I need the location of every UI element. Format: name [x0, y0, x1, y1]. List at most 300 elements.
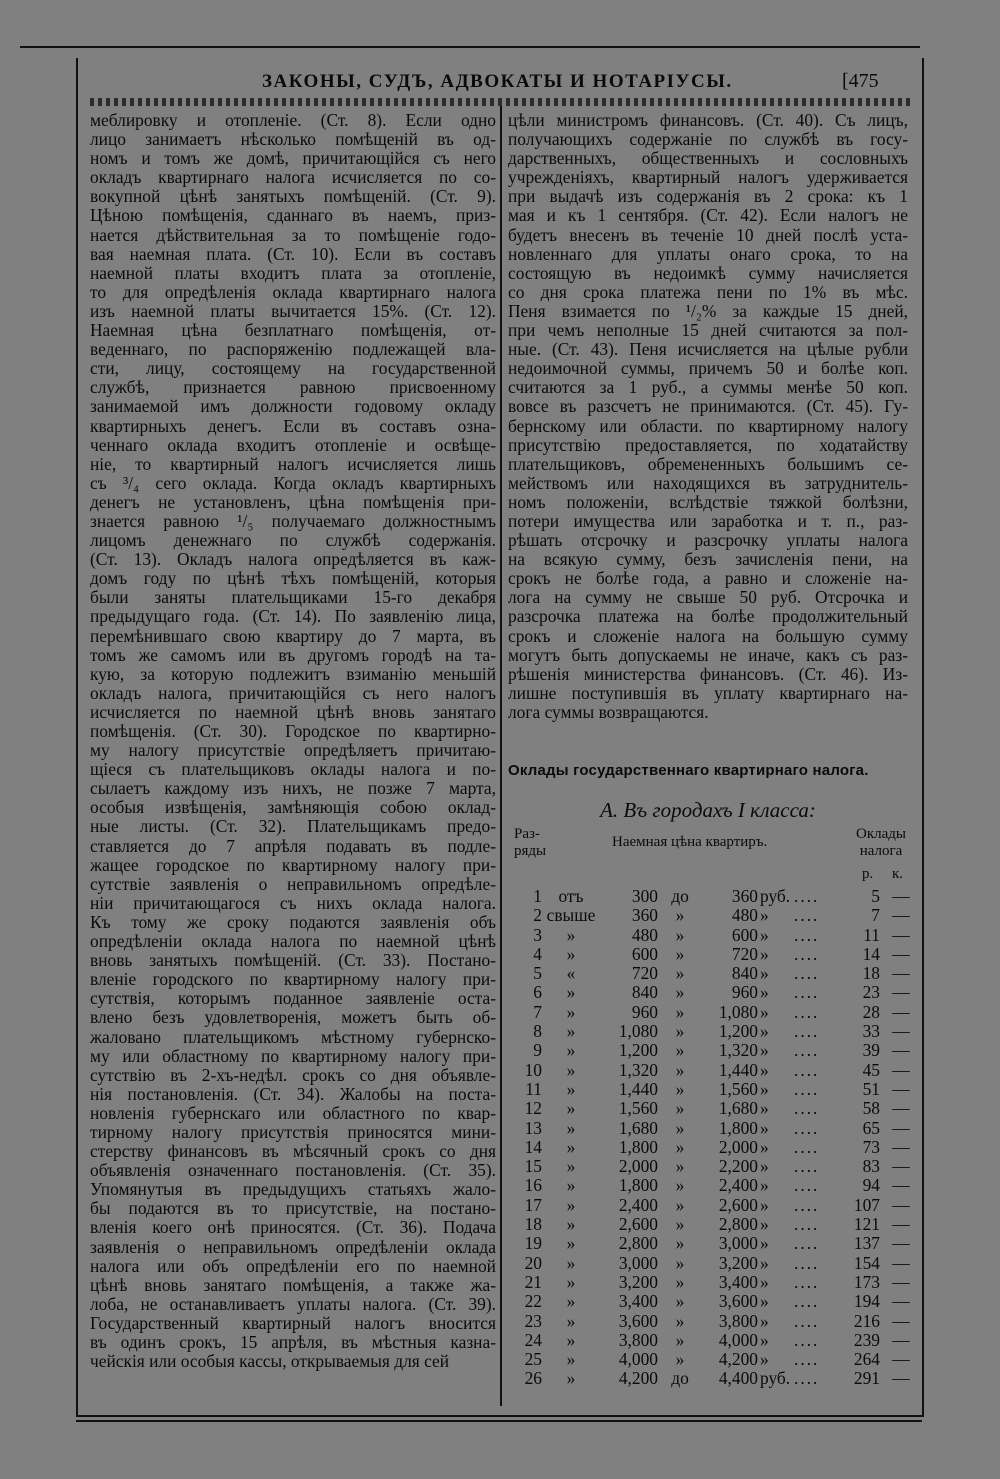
table-cell-a: 1,560 — [618, 1098, 658, 1119]
table-cell-k: — — [892, 1349, 910, 1370]
table-cell-r: 264 — [853, 1349, 880, 1370]
table-cell-dots: .... — [794, 1040, 820, 1061]
table-cell-b: 2,600 — [718, 1194, 758, 1215]
table-row — [508, 1291, 912, 1310]
table-cell-pre: » — [566, 1252, 576, 1273]
col-header-rubles: р. — [862, 866, 874, 882]
table-cell-sep: » — [675, 1040, 685, 1061]
text-line: срокъ не болѣе года, а равно и сложеніе на- — [508, 568, 908, 589]
table-cell-pre: » — [566, 1156, 576, 1177]
right-text-column — [508, 111, 908, 722]
column-separator — [500, 106, 502, 1406]
table-cell-pre: » — [566, 1271, 576, 1292]
table-cell-a: 1,200 — [618, 1040, 658, 1061]
table-cell-a: 3,200 — [618, 1271, 658, 1292]
table-cell-sep: » — [675, 1001, 685, 1022]
table-cell-sep: » — [675, 924, 685, 945]
text-line: знается равною ¹/₅ получаемаго должностнымъ — [90, 510, 496, 531]
table-cell-r: 107 — [853, 1194, 880, 1215]
text-line: рѣшать отсрочку и разсрочку уплаты налога — [508, 530, 908, 551]
subsection-title: А. Въ городахъ I класса: — [600, 798, 816, 822]
table-cell-a: 3,400 — [618, 1291, 658, 1312]
table-row — [508, 982, 912, 1001]
text-line: домъ году по цѣнѣ тѣхъ помѣщеній, которыя — [90, 568, 496, 589]
text-line: вая наемная плата. (Ст. 10). Если въ составъ — [90, 243, 496, 264]
table-cell-dots: .... — [794, 924, 820, 945]
table-cell-n: 20 — [524, 1252, 542, 1273]
table-cell-a: 960 — [631, 1001, 658, 1022]
table-cell-k: — — [892, 1059, 910, 1080]
table-cell-dots: .... — [794, 1175, 820, 1196]
text-line: Къ тому же сроку подаются заявленія объ — [90, 911, 496, 932]
text-line: на всякую сумму, безъ зачисленія пени, на — [508, 549, 908, 570]
table-cell-k: — — [892, 905, 910, 926]
table-row — [508, 905, 912, 924]
table-cell-a: 2,400 — [618, 1194, 658, 1215]
table-cell-r: 7 — [871, 905, 880, 926]
table-cell-pre: » — [566, 1117, 576, 1138]
text-line: лицомъ денежнаго по службѣ содержанія. — [90, 530, 496, 551]
rate-table — [508, 886, 912, 1388]
text-line: вовсе въ разсчетъ не принимаются. (Ст. 45). Гу- — [508, 396, 908, 417]
table-row — [508, 1098, 912, 1117]
table-cell-unit: » — [760, 1078, 769, 1099]
table-cell-k: — — [892, 1233, 910, 1254]
table-cell-n: 4 — [533, 943, 542, 964]
text-line: бы подаются въ то присутствіе, на постано- — [90, 1198, 496, 1219]
table-header — [508, 826, 910, 886]
table-cell-pre: » — [566, 1233, 576, 1254]
table-cell-dots: .... — [794, 1001, 820, 1022]
table-cell-sep: » — [675, 1252, 685, 1273]
table-cell-n: 13 — [524, 1117, 542, 1138]
text-line: Пеня взимается по ¹/₂% за каждые 15 дней, — [508, 300, 908, 321]
table-cell-sep: » — [675, 905, 685, 926]
table-cell-r: 239 — [853, 1329, 880, 1350]
text-line: (Ст. 13). Окладъ налога опредѣляется въ каж- — [90, 549, 496, 570]
table-row — [508, 1156, 912, 1175]
text-line: цѣнѣ вновь занятаго помѣщенія, а также жа- — [90, 1274, 496, 1295]
text-line: помѣщенія. (Ст. 30). Городское по квартирно- — [90, 721, 496, 741]
table-cell-k: — — [892, 982, 910, 1003]
table-cell-n: 1 — [533, 886, 542, 906]
table-cell-unit: » — [760, 1001, 769, 1022]
table-cell-unit: » — [760, 1233, 769, 1254]
top-rule — [20, 46, 920, 48]
table-cell-pre: » — [566, 1136, 576, 1157]
table-cell-a: 360 — [631, 905, 658, 926]
table-cell-unit: » — [760, 1329, 769, 1350]
table-cell-n: 18 — [524, 1214, 542, 1235]
text-line: дарственныхъ, общественныхъ и сословныхъ — [508, 148, 908, 169]
text-line: денегъ не установленъ, цѣна помѣщенія при- — [90, 491, 496, 512]
table-cell-n: 25 — [524, 1349, 542, 1370]
text-line: сылаетъ каждому изъ нихъ, не позже 7 марта, — [90, 778, 496, 799]
text-line: жаловано плательщикомъ мѣстному губернско- — [90, 1026, 496, 1047]
table-cell-n: 11 — [525, 1078, 542, 1099]
text-line: срокъ и сложеніе налога на большую сумму — [508, 625, 908, 646]
text-line: сутствіе заявленія о неправильномъ опредѣле- — [90, 873, 496, 894]
table-cell-unit: » — [760, 982, 769, 1003]
table-cell-pre: » — [566, 1021, 576, 1042]
table-row — [508, 1253, 912, 1272]
table-row — [508, 1118, 912, 1137]
text-line: чейскія или особыя кассы, открываемыя для сей — [90, 1351, 450, 1372]
table-row — [508, 1272, 912, 1291]
table-cell-dots: .... — [794, 1214, 820, 1235]
table-cell-k: — — [892, 943, 910, 964]
table-row — [508, 1233, 912, 1252]
text-line: веденнаго, по распоряженію подлежащей вла- — [90, 339, 496, 360]
table-row — [508, 925, 912, 944]
text-line: влено безъ удовлетворенія, можетъ быть об- — [90, 1007, 496, 1028]
table-cell-n: 19 — [524, 1233, 542, 1254]
table-cell-b: 1,320 — [718, 1040, 758, 1061]
table-cell-k: — — [892, 1329, 910, 1350]
text-line: со дня срока платежа пени по 1% въ мѣс. — [508, 281, 908, 302]
text-line: сутствію въ 2-хъ-недѣл. срокъ со дня объявле- — [90, 1064, 496, 1085]
text-line: были заняты плательщиками 15-го декабря — [90, 587, 496, 608]
header-wavy-rule — [90, 98, 910, 106]
table-cell-b: 2,400 — [718, 1175, 758, 1196]
text-line: будетъ внесенъ въ теченіе 10 дней послѣ уста- — [508, 224, 908, 245]
table-cell-pre: » — [566, 1291, 576, 1312]
table-cell-unit: » — [760, 943, 769, 964]
table-cell-b: 720 — [731, 943, 758, 964]
table-cell-b: 840 — [731, 963, 758, 984]
table-cell-b: 4,000 — [718, 1329, 758, 1350]
col-header-rate: Оклады налога — [856, 826, 906, 859]
table-row — [508, 1175, 912, 1194]
text-line: недоимочной суммы, причемъ 50 и болѣе коп. — [508, 358, 908, 379]
table-row — [508, 1195, 912, 1214]
table-cell-pre: » — [566, 982, 576, 1003]
table-cell-b: 2,000 — [718, 1136, 758, 1157]
text-line: кую, за которую подлежитъ взиманію меньшій — [90, 663, 496, 684]
col-header-rank: Раз- ряды — [514, 826, 547, 859]
table-cell-n: 14 — [524, 1136, 542, 1157]
table-cell-b: 1,200 — [718, 1021, 758, 1042]
table-row — [508, 1311, 912, 1330]
text-line: налога или объ опредѣленіи его по наемной — [90, 1255, 496, 1276]
text-line: при чемъ неполные 15 дней считаются за пол- — [508, 320, 908, 341]
table-cell-pre: « — [566, 963, 576, 984]
table-cell-k: — — [892, 1194, 910, 1215]
table-cell-r: 5 — [871, 886, 880, 906]
table-cell-b: 3,600 — [718, 1291, 758, 1312]
text-line: плательщиковъ, обремененныхъ большимъ се- — [508, 453, 908, 474]
table-cell-r: 194 — [853, 1291, 880, 1312]
text-line: меблировку и отопленіе. (Ст. 8). Если одно — [90, 110, 496, 130]
table-row — [508, 886, 912, 905]
table-row — [508, 1002, 912, 1021]
text-line: нается дѣйствительная за то помѣщеніе годо- — [90, 224, 496, 245]
text-line: перемѣнившаго свою квартиру до 7 марта, въ — [90, 625, 496, 646]
table-cell-unit: » — [760, 1310, 769, 1331]
table-cell-b: 3,400 — [718, 1271, 758, 1292]
text-line: цѣли министромъ финансовъ. (Ст. 40). Съ лицъ, — [508, 110, 908, 130]
text-line: окладъ квартирнаго налога исчисляется по со- — [90, 167, 496, 188]
table-row — [508, 1060, 912, 1079]
table-cell-pre: » — [566, 1098, 576, 1119]
table-cell-sep: » — [675, 1214, 685, 1235]
table-cell-a: 2,600 — [618, 1214, 658, 1235]
table-cell-r: 23 — [862, 982, 880, 1003]
table-cell-n: 26 — [524, 1368, 542, 1389]
table-cell-r: 65 — [862, 1117, 880, 1138]
text-line: ставляется до 7 апрѣля подавать въ подле- — [90, 835, 496, 856]
table-cell-k: — — [892, 924, 910, 945]
text-line: Упомянутыя въ предыдущихъ статьяхъ жало- — [90, 1179, 496, 1200]
text-line: му налогу присутствіе опредѣляетъ причитаю- — [90, 740, 496, 761]
table-cell-sep: » — [675, 943, 685, 964]
table-cell-pre: » — [566, 1368, 576, 1389]
table-cell-unit: » — [760, 1291, 769, 1312]
table-cell-sep: » — [675, 1291, 685, 1312]
text-line: лога суммы возвращаются. — [508, 701, 709, 722]
table-cell-n: 9 — [533, 1040, 542, 1061]
table-cell-r: 45 — [862, 1059, 880, 1080]
text-line: присутствію предоставляется, по ходатайству — [508, 434, 908, 455]
table-cell-unit: » — [760, 905, 769, 926]
table-cell-r: 33 — [862, 1021, 880, 1042]
table-cell-n: 12 — [524, 1098, 542, 1119]
table-cell-b: 1,680 — [718, 1098, 758, 1119]
table-cell-sep: » — [675, 1194, 685, 1215]
table-cell-b: 1,440 — [718, 1059, 758, 1080]
table-cell-n: 2 — [533, 905, 542, 926]
table-cell-b: 960 — [731, 982, 758, 1003]
table-cell-pre: » — [566, 1001, 576, 1022]
table-row — [508, 1021, 912, 1040]
table-cell-n: 24 — [524, 1329, 542, 1350]
table-cell-dots: .... — [794, 1156, 820, 1177]
bottom-rule — [76, 1420, 922, 1422]
text-line: учрежденіяхъ, квартирный налогъ удерживается — [508, 167, 908, 188]
text-line: новленнаго для уплаты онаго срока, то на — [508, 243, 908, 264]
table-cell-unit: » — [760, 1252, 769, 1273]
table-cell-b: 360 — [731, 886, 758, 906]
table-cell-dots: .... — [794, 982, 820, 1003]
table-cell-pre: » — [566, 943, 576, 964]
table-cell-b: 4,200 — [718, 1349, 758, 1370]
table-cell-n: 21 — [524, 1271, 542, 1292]
table-cell-unit: » — [760, 1117, 769, 1138]
page-number: [475 — [842, 70, 879, 92]
table-cell-dots: .... — [794, 1136, 820, 1157]
table-cell-r: 121 — [853, 1214, 880, 1235]
table-cell-unit: » — [760, 1136, 769, 1157]
table-cell-pre: » — [566, 1194, 576, 1215]
table-cell-n: 7 — [533, 1001, 542, 1022]
text-line: нія постановленія. (Ст. 34). Жалобы на поста- — [90, 1083, 496, 1104]
text-line: ніи причитающагося съ нихъ оклада налога. — [90, 892, 496, 913]
table-cell-n: 8 — [533, 1021, 542, 1042]
col-header-price: Наемная цѣна квартиръ. — [612, 834, 768, 850]
table-cell-k: — — [892, 1175, 910, 1196]
table-cell-r: 14 — [862, 943, 880, 964]
table-cell-k: — — [892, 1368, 910, 1389]
text-line: му или областному по квартирному налогу при- — [90, 1045, 496, 1066]
table-cell-k: — — [892, 1001, 910, 1022]
table-cell-sep: » — [675, 1310, 685, 1331]
table-cell-sep: » — [675, 1156, 685, 1177]
table-cell-n: 3 — [533, 924, 542, 945]
table-cell-a: 300 — [631, 886, 658, 906]
table-cell-dots: .... — [794, 1117, 820, 1138]
table-cell-k: — — [892, 1291, 910, 1312]
table-cell-pre: » — [566, 1349, 576, 1370]
table-cell-pre: » — [566, 1059, 576, 1080]
text-line: предыдущаго года. (Ст. 14). По заявленію лица, — [90, 606, 496, 627]
table-cell-unit: » — [760, 1021, 769, 1042]
text-line: новленія губернскаго или областного по квар- — [90, 1102, 496, 1123]
table-cell-k: — — [892, 1214, 910, 1235]
table-cell-sep: » — [675, 1078, 685, 1099]
table-cell-dots: .... — [794, 1194, 820, 1215]
table-row — [508, 1137, 912, 1156]
text-line: Цѣною помѣщенія, сданнаго въ наемъ, приз- — [90, 205, 496, 226]
table-cell-unit: » — [760, 924, 769, 945]
col-header-kopecks: к. — [892, 866, 904, 882]
section-title: Оклады государственнаго квартирнаго налога. — [508, 762, 869, 779]
table-cell-k: — — [892, 886, 910, 906]
table-row — [508, 963, 912, 982]
table-cell-a: 480 — [631, 924, 658, 945]
table-cell-n: 16 — [524, 1175, 542, 1196]
table-cell-pre: свыше — [546, 905, 596, 926]
table-cell-k: — — [892, 1310, 910, 1331]
text-line: ніе, то квартирный налогъ исчисляется лишь — [90, 453, 496, 474]
text-line: съ ³/₄ сего оклада. Когда окладъ квартирныхъ — [90, 472, 496, 493]
table-cell-b: 3,000 — [718, 1233, 758, 1254]
text-line: томъ же самомъ или въ другомъ городѣ на та- — [90, 644, 496, 665]
table-cell-a: 2,000 — [618, 1156, 658, 1177]
table-cell-r: 51 — [862, 1078, 880, 1099]
text-line: мействомъ или находящихся въ затруднитель- — [508, 472, 908, 493]
table-row — [508, 1368, 912, 1387]
table-row — [508, 1079, 912, 1098]
table-cell-dots: .... — [794, 886, 820, 906]
table-cell-dots: .... — [794, 1271, 820, 1292]
table-cell-pre: » — [566, 1040, 576, 1061]
text-line: опредѣленіи оклада налога по наемной цѣнѣ — [90, 931, 496, 952]
text-line: лицо занимаетъ нѣсколько помѣщеній въ од- — [90, 129, 496, 150]
table-cell-a: 1,320 — [618, 1059, 658, 1080]
table-cell-unit: » — [760, 1271, 769, 1292]
table-cell-unit: руб. — [760, 1368, 791, 1389]
table-cell-r: 39 — [862, 1040, 880, 1061]
table-cell-n: 17 — [524, 1194, 542, 1215]
text-line: службѣ, признается равною присвоенному — [90, 377, 496, 398]
table-row — [508, 1330, 912, 1349]
table-cell-a: 840 — [631, 982, 658, 1003]
text-line: исчисляется по наемной цѣнѣ вновь занятаго — [90, 701, 496, 722]
text-line: разсрочка платежа на болѣе продолжительный — [508, 606, 908, 627]
table-cell-r: 94 — [862, 1175, 880, 1196]
table-cell-a: 3,000 — [618, 1252, 658, 1273]
table-cell-b: 4,400 — [718, 1368, 758, 1389]
table-cell-b: 1,080 — [718, 1001, 758, 1022]
text-line: сти, лицу, состоящему на государственной — [90, 358, 496, 379]
text-line: ные. (Ст. 43). Пеня исчисляется на цѣлые рубли — [508, 339, 908, 360]
table-cell-k: — — [892, 1271, 910, 1292]
table-cell-dots: .... — [794, 1059, 820, 1080]
table-cell-r: 173 — [853, 1271, 880, 1292]
table-cell-k: — — [892, 1156, 910, 1177]
table-cell-b: 3,200 — [718, 1252, 758, 1273]
table-cell-k: — — [892, 1252, 910, 1273]
table-cell-a: 1,080 — [618, 1021, 658, 1042]
text-line: лога на сумму не свыше 50 руб. Отсрочка и — [508, 587, 908, 608]
text-line: мая и къ 1 сентября. (Ст. 42). Если налогъ не — [508, 205, 908, 226]
text-line: лоба, не останавливаетъ уплаты налога. (Ст. 39). — [90, 1293, 496, 1314]
table-cell-dots: .... — [794, 1368, 820, 1389]
text-line: номъ положеніи, вслѣдствіе тяжкой болѣзни, — [508, 491, 908, 512]
table-cell-unit: » — [760, 963, 769, 984]
table-cell-n: 10 — [524, 1059, 542, 1080]
table-cell-a: 4,000 — [618, 1349, 658, 1370]
text-line: получающихъ содержаніе по службѣ въ госу- — [508, 129, 908, 150]
table-cell-n: 23 — [524, 1310, 542, 1331]
table-cell-pre: отъ — [558, 886, 584, 906]
table-cell-a: 1,800 — [618, 1136, 658, 1157]
text-line: квартирныхъ денегъ. Если въ составъ озна- — [90, 415, 496, 436]
table-cell-k: — — [892, 1078, 910, 1099]
text-line: могутъ быть допускаемы не иначе, какъ съ раз- — [508, 644, 908, 665]
table-cell-n: 22 — [524, 1291, 542, 1312]
table-cell-dots: .... — [794, 1329, 820, 1350]
table-cell-dots: .... — [794, 943, 820, 964]
text-line: считаются за 1 руб., а суммы менѣе 50 коп. — [508, 377, 908, 398]
table-cell-sep: » — [675, 1117, 685, 1138]
table-cell-sep: » — [675, 1233, 685, 1254]
table-cell-b: 3,800 — [718, 1310, 758, 1331]
table-cell-pre: » — [566, 924, 576, 945]
text-line: Государственный квартирный налогъ вносится — [90, 1312, 496, 1333]
text-line: ные листы. (Ст. 32). Плательщикамъ предо- — [90, 816, 496, 837]
table-cell-r: 73 — [862, 1136, 880, 1157]
text-line: то для опредѣленія оклада квартирнаго налога — [90, 281, 496, 302]
table-cell-b: 600 — [731, 924, 758, 945]
table-row — [508, 944, 912, 963]
table-cell-b: 2,800 — [718, 1214, 758, 1235]
table-cell-sep: » — [675, 1271, 685, 1292]
table-cell-n: 6 — [533, 982, 542, 1003]
table-cell-r: 137 — [853, 1233, 880, 1254]
text-line: стерству финансовъ въ мѣсячный срокъ со дня — [90, 1141, 496, 1162]
table-cell-sep: » — [675, 1349, 685, 1370]
text-line: ченнаго оклада входитъ отопленіе и освѣще- — [90, 434, 496, 455]
text-line: объявленія означеннаго постановленія. (Ст. 35). — [90, 1160, 496, 1181]
table-cell-unit: » — [760, 1349, 769, 1370]
table-cell-sep: до — [671, 886, 689, 906]
table-cell-unit: » — [760, 1040, 769, 1061]
text-line: вленіе городского по квартирному налогу при- — [90, 969, 496, 990]
table-cell-pre: » — [566, 1078, 576, 1099]
table-cell-sep: » — [675, 1098, 685, 1119]
text-line: при выдачѣ изъ содержанія въ 2 срока: къ 1 — [508, 186, 908, 207]
table-cell-sep: » — [675, 1059, 685, 1080]
table-cell-a: 1,800 — [618, 1175, 658, 1196]
text-line: рѣшенія министерства финансовъ. (Ст. 46). Из- — [508, 663, 908, 684]
table-row — [508, 1349, 912, 1368]
text-line: въ одинъ срокъ, 15 апрѣля, въ мѣстныя казна- — [90, 1332, 496, 1352]
table-cell-dots: .... — [794, 963, 820, 984]
table-cell-sep: » — [675, 1175, 685, 1196]
table-cell-a: 2,800 — [618, 1233, 658, 1254]
table-cell-a: 3,600 — [618, 1310, 658, 1331]
